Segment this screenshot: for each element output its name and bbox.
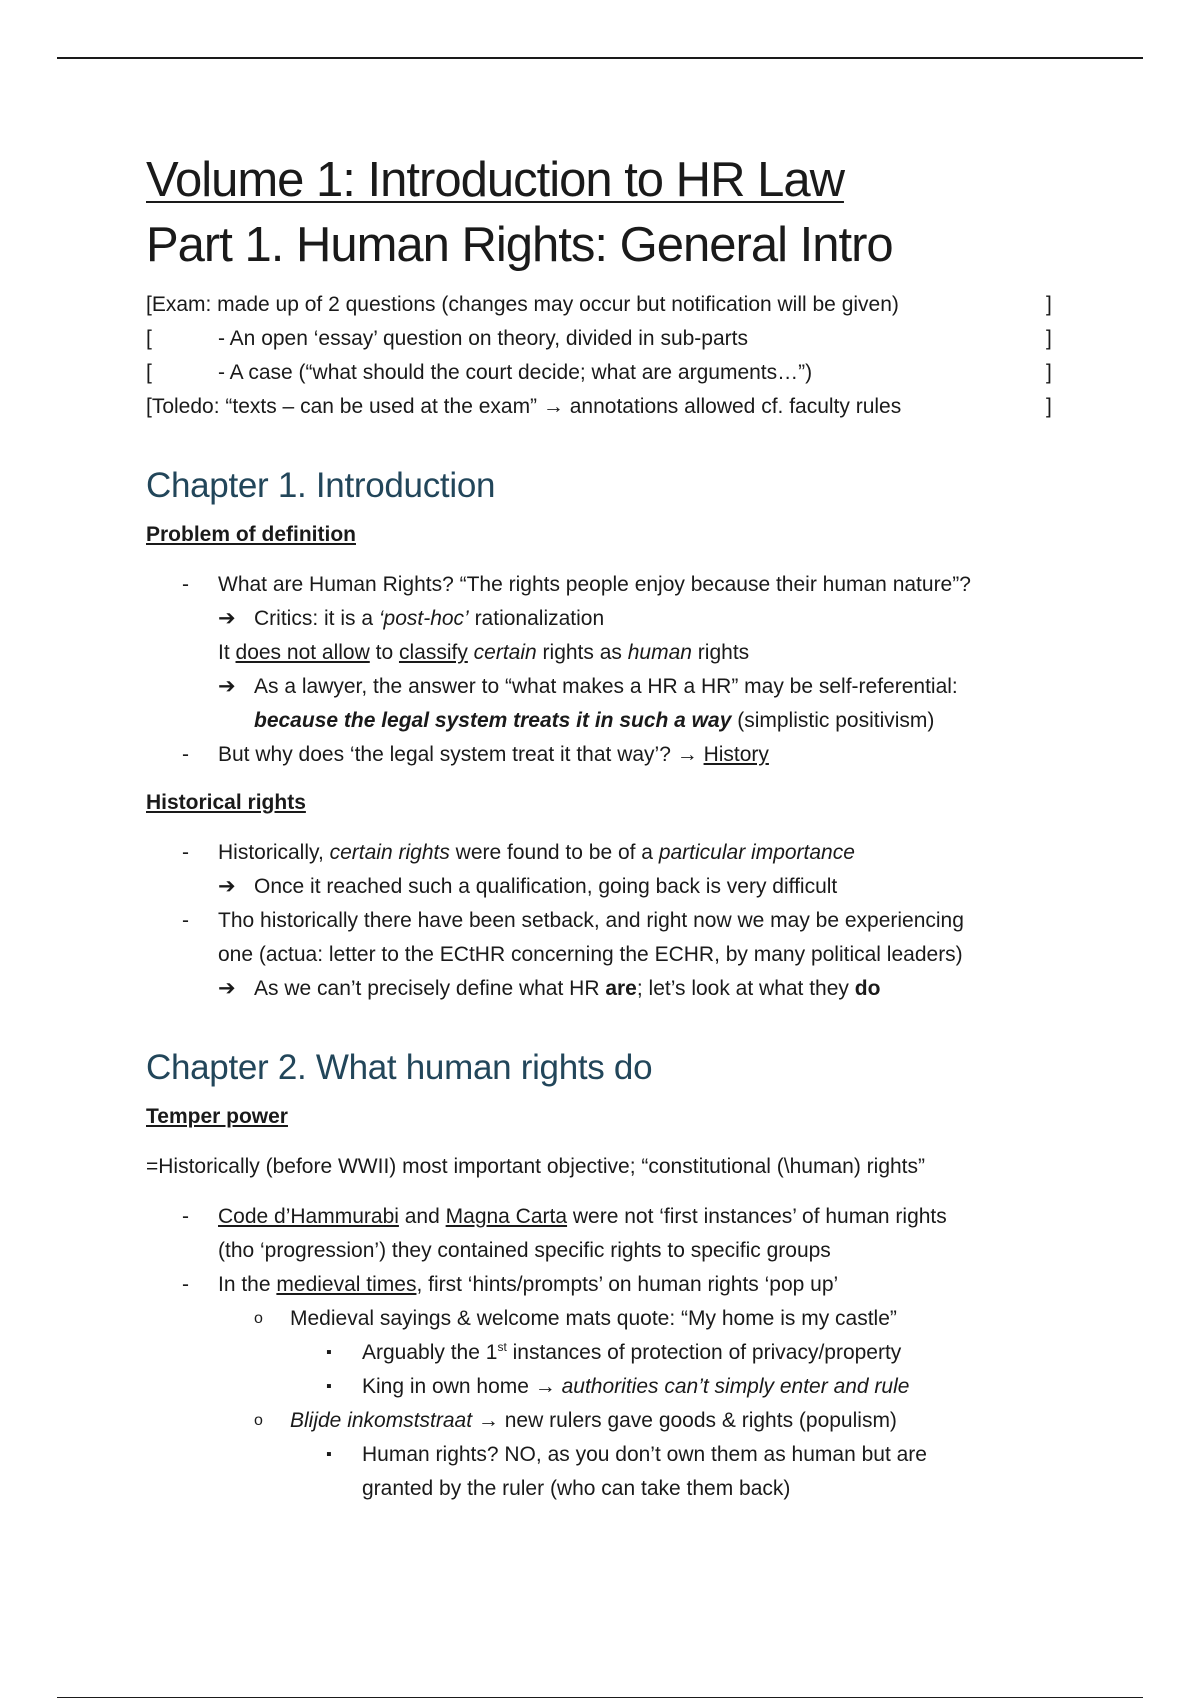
text: Historically, <box>218 841 330 864</box>
list-item <box>146 602 1066 636</box>
text: King in own home → <box>362 1375 562 1398</box>
left-bracket: [ <box>146 361 152 384</box>
italic-text: certain rights <box>329 841 450 864</box>
list-item <box>146 904 1066 938</box>
text: But why does ‘the legal system treat it that way’? → <box>218 743 704 766</box>
dash-bullet: - <box>182 573 189 596</box>
right-bracket: ] <box>1046 361 1052 384</box>
list-item <box>146 568 1066 602</box>
text: As we can’t precisely define what HR <box>254 977 606 1000</box>
list-item-text: Once it reached such a qualification, going back is very difficult <box>254 875 838 898</box>
list-item-text: one (actua: letter to the ECtHR concerning the ECHR, by many political leaders) <box>218 943 963 966</box>
list-item <box>146 738 1066 772</box>
superscript: st <box>497 1340 507 1354</box>
underlined-text: Code d’Hammurabi <box>218 1205 399 1228</box>
chapter-1-heading: Chapter 1. Introduction <box>146 466 496 505</box>
arrow-icon: ➔ <box>218 875 236 898</box>
italic-text: particular importance <box>658 841 855 864</box>
sub-sub-list-item <box>146 1438 1066 1472</box>
list-item <box>146 1200 1066 1234</box>
sub-sub-list-item <box>146 1370 1066 1404</box>
underlined-text: History <box>703 743 769 766</box>
text: and <box>398 1205 446 1228</box>
page-title: Volume 1: Introduction to HR Law <box>146 153 844 207</box>
list-item <box>146 1268 1066 1302</box>
list-item-text: Medieval sayings & welcome mats quote: “My home is my castle” <box>290 1307 897 1330</box>
section-heading-temper-power: Temper power <box>146 1105 288 1128</box>
exam-note <box>146 322 1066 356</box>
text: were not ‘first instances’ of human rights <box>567 1205 947 1228</box>
sub-list-item <box>146 1302 1066 1336</box>
arrow-icon: ➔ <box>218 977 236 1000</box>
text: instances of protection of privacy/property <box>506 1341 902 1364</box>
text: rights as <box>536 641 628 664</box>
exam-note-text: [Exam: made up of 2 questions (changes may occur but notification will be given) <box>146 293 899 316</box>
list-item-continuation <box>146 704 1066 738</box>
list-item-text: (tho ‘progression’) they contained specific rights to specific groups <box>218 1239 831 1262</box>
dash-bullet: - <box>182 1205 189 1228</box>
sub-sub-list-item <box>146 1336 1066 1370</box>
list-item <box>146 836 1066 870</box>
list-item-continuation <box>146 938 1066 972</box>
text: to <box>369 641 399 664</box>
text: It <box>218 641 236 664</box>
square-bullet: ▪ <box>326 1344 332 1361</box>
text: Critics: it is a <box>254 607 379 630</box>
dash-bullet: - <box>182 909 189 932</box>
text: were found to be of a <box>449 841 659 864</box>
text: rights <box>691 641 750 664</box>
dash-bullet: - <box>182 841 189 864</box>
list-item-text: What are Human Rights? “The rights people enjoy because their human nature”? <box>218 573 971 596</box>
bold-italic-text: because the legal system treats it in such a way <box>254 709 732 732</box>
right-bracket: ] <box>1046 293 1052 316</box>
underlined-text: medieval times <box>276 1273 417 1296</box>
page-subtitle: Part 1. Human Rights: General Intro <box>146 218 893 272</box>
dash-bullet: - <box>182 1273 189 1296</box>
text: Arguably the 1 <box>362 1341 498 1364</box>
list-item <box>146 972 1066 1006</box>
sub-list-item <box>146 1404 1066 1438</box>
right-bracket: ] <box>1046 395 1052 418</box>
list-item <box>146 670 1066 704</box>
paragraph: =Historically (before WWII) most important objective; “constitutional (\human) rights” <box>146 1155 925 1178</box>
list-item-continuation <box>146 636 1066 670</box>
list-item <box>146 870 1066 904</box>
list-item-text: granted by the ruler (who can take them back) <box>362 1477 791 1500</box>
section-heading-historical-rights: Historical rights <box>146 791 306 814</box>
sub-sub-list-item-continuation <box>146 1472 1066 1506</box>
underlined-text: classify <box>398 641 468 664</box>
exam-note <box>146 356 1066 390</box>
exam-note-text: - An open ‘essay’ question on theory, divided in sub-parts <box>218 327 748 350</box>
list-item-text: Human rights? NO, as you don’t own them as human but are <box>362 1443 927 1466</box>
section-heading-problem-of-definition: Problem of definition <box>146 523 356 546</box>
dash-bullet: - <box>182 743 189 766</box>
text: , first ‘hints/prompts’ on human rights ‘pop up’ <box>416 1273 839 1296</box>
circle-bullet: o <box>254 1412 263 1429</box>
italic-text: ‘post-hoc’ <box>378 607 469 630</box>
document-body <box>146 148 1066 1506</box>
circle-bullet: o <box>254 1310 263 1327</box>
text: rationalization <box>468 607 605 630</box>
square-bullet: ▪ <box>326 1378 332 1395</box>
bold-text: do <box>854 977 881 1000</box>
arrow-icon: ➔ <box>218 675 236 698</box>
underlined-text: Magna Carta <box>445 1205 568 1228</box>
bold-text: are <box>605 977 637 1000</box>
bottom-rule <box>57 1697 1143 1698</box>
arrow-icon: ➔ <box>218 607 236 630</box>
text: (simplistic positivism) <box>731 709 935 732</box>
chapter-2-heading: Chapter 2. What human rights do <box>146 1048 653 1087</box>
exam-note <box>146 390 1066 424</box>
square-bullet: ▪ <box>326 1446 332 1463</box>
exam-note-text: [Toledo: “texts – can be used at the exam” → annotations allowed cf. faculty rules <box>146 395 902 418</box>
list-item-text: Tho historically there have been setback, and right now we may be experiencing <box>218 909 964 932</box>
text: In the <box>218 1273 277 1296</box>
underlined-text: does not allow <box>235 641 370 664</box>
left-bracket: [ <box>146 327 152 350</box>
italic-text: Blijde inkomststraat <box>290 1409 473 1432</box>
list-item-continuation <box>146 1234 1066 1268</box>
exam-note <box>146 288 1066 322</box>
top-rule <box>57 57 1143 59</box>
text: → new rulers gave goods & rights (populism) <box>472 1409 897 1432</box>
exam-note-text: - A case (“what should the court decide; what are arguments…”) <box>218 361 813 384</box>
right-bracket: ] <box>1046 327 1052 350</box>
italic-text: certain <box>473 641 537 664</box>
italic-text: authorities can’t simply enter and rule <box>561 1375 910 1398</box>
italic-text: human <box>627 641 692 664</box>
text: ; let’s look at what they <box>636 977 855 1000</box>
exam-notes <box>146 288 1066 424</box>
list-item-text: As a lawyer, the answer to “what makes a HR a HR” may be self-referential: <box>254 675 958 698</box>
